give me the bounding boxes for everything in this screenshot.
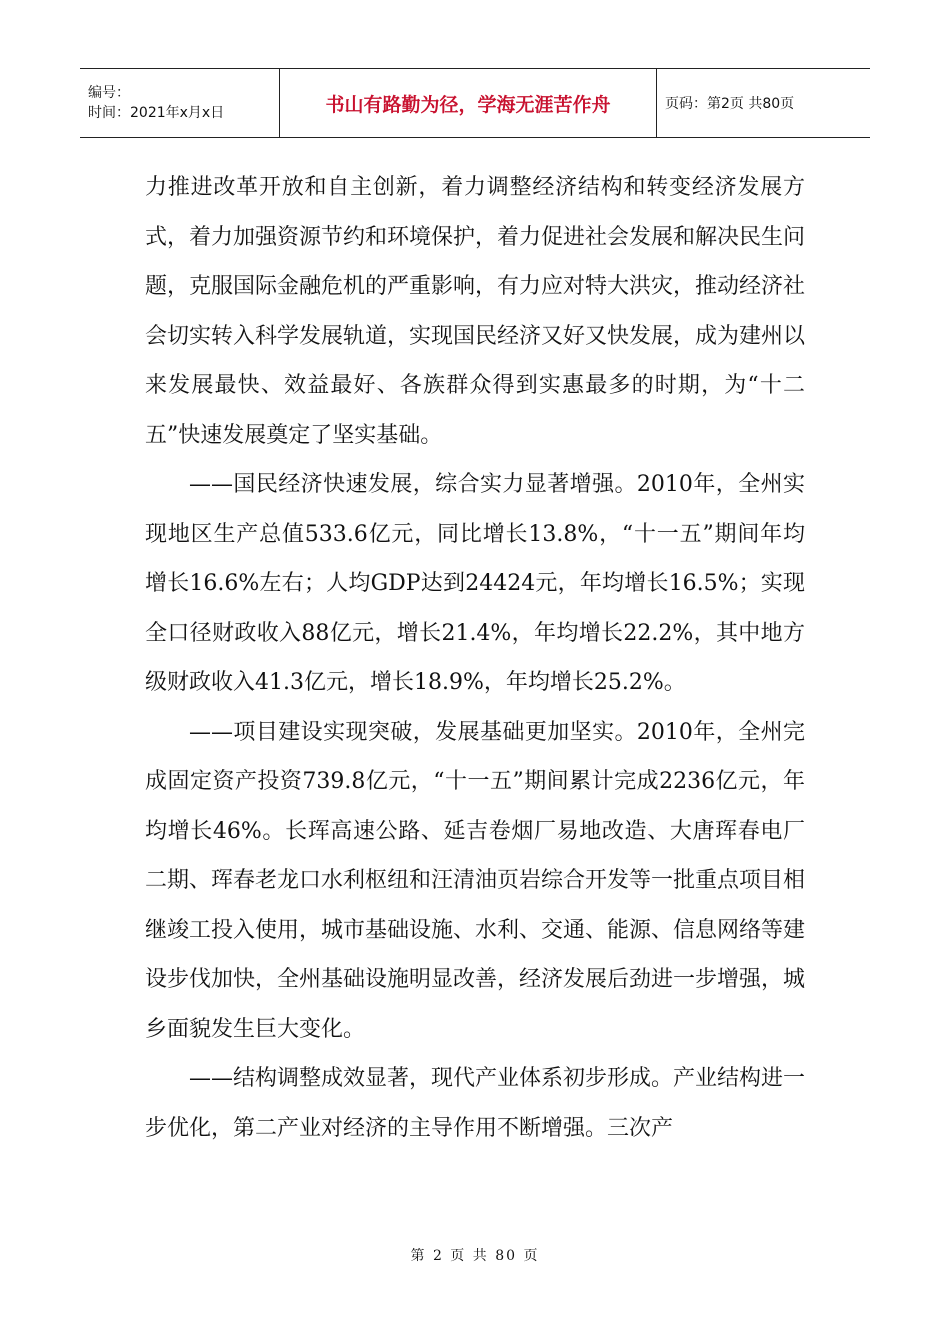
document-time-label: 时间：2021年x月x日 xyxy=(88,105,225,121)
page-header xyxy=(80,68,870,138)
header-page-info xyxy=(657,69,870,137)
header-meta xyxy=(80,69,280,137)
paragraph-1: 力推进改革开放和自主创新，着力调整经济结构和转变经济发展方式，着力加强资源节约和环境保护，着力促进社会发展和解决民生问题，克服国际金融危机的严重影响，有力应对特大洪灾，推动经济社会切实转入科学发展轨道，实现国民经济又好又快发展，成为建州以来发展最快、效益最好、各族群众得到实惠最多的时期，为“十二五”快速发展奠定了坚实基础。 xyxy=(145,175,806,448)
paragraph-4: ——结构调整成效显著，现代产业体系初步形成。产业结构进一步优化，第二产业对经济的主导作用不断增强。三次产 xyxy=(145,1066,806,1141)
motto-text: 书山有路勤为径，学海无涯苦作舟 xyxy=(325,93,611,116)
page-info-text: 页码：第2页 共80页 xyxy=(665,96,795,112)
paragraph-2: ——国民经济快速发展，综合实力显著增强。2010年，全州实现地区生产总值533.6亿元，同比增长13.8%，“十一五”期间年均增长16.6%左右；人均GDP达到24424元，年均增长16.5%；实现全口径财政收入88亿元，增长21.4%，年均增长22.2%，其中地方级财政收入41.3亿元，增长18.9%，年均增长25.2%。 xyxy=(145,472,805,695)
document-number-label: 编号： xyxy=(88,85,130,101)
page-footer xyxy=(0,1245,950,1265)
footer-page-number: 第 2 页 共 80 页 xyxy=(410,1248,540,1264)
document-body xyxy=(145,163,805,1153)
paragraph-3: ——项目建设实现突破，发展基础更加坚实。2010年，全州完成固定资产投资739.8亿元，“十一五”期间累计完成2236亿元，年均增长46%。长珲高速公路、延吉卷烟厂易地改造、大唐珲春电厂二期、珲春老龙口水利枢纽和汪清油页岩综合开发等一批重点项目相继竣工投入使用，城市基础设施、水利、交通、能源、信息网络等建设步伐加快，全州基础设施明显改善，经济发展后劲进一步增强，城乡面貌发生巨大变化。 xyxy=(145,719,806,1042)
header-motto xyxy=(280,69,657,137)
